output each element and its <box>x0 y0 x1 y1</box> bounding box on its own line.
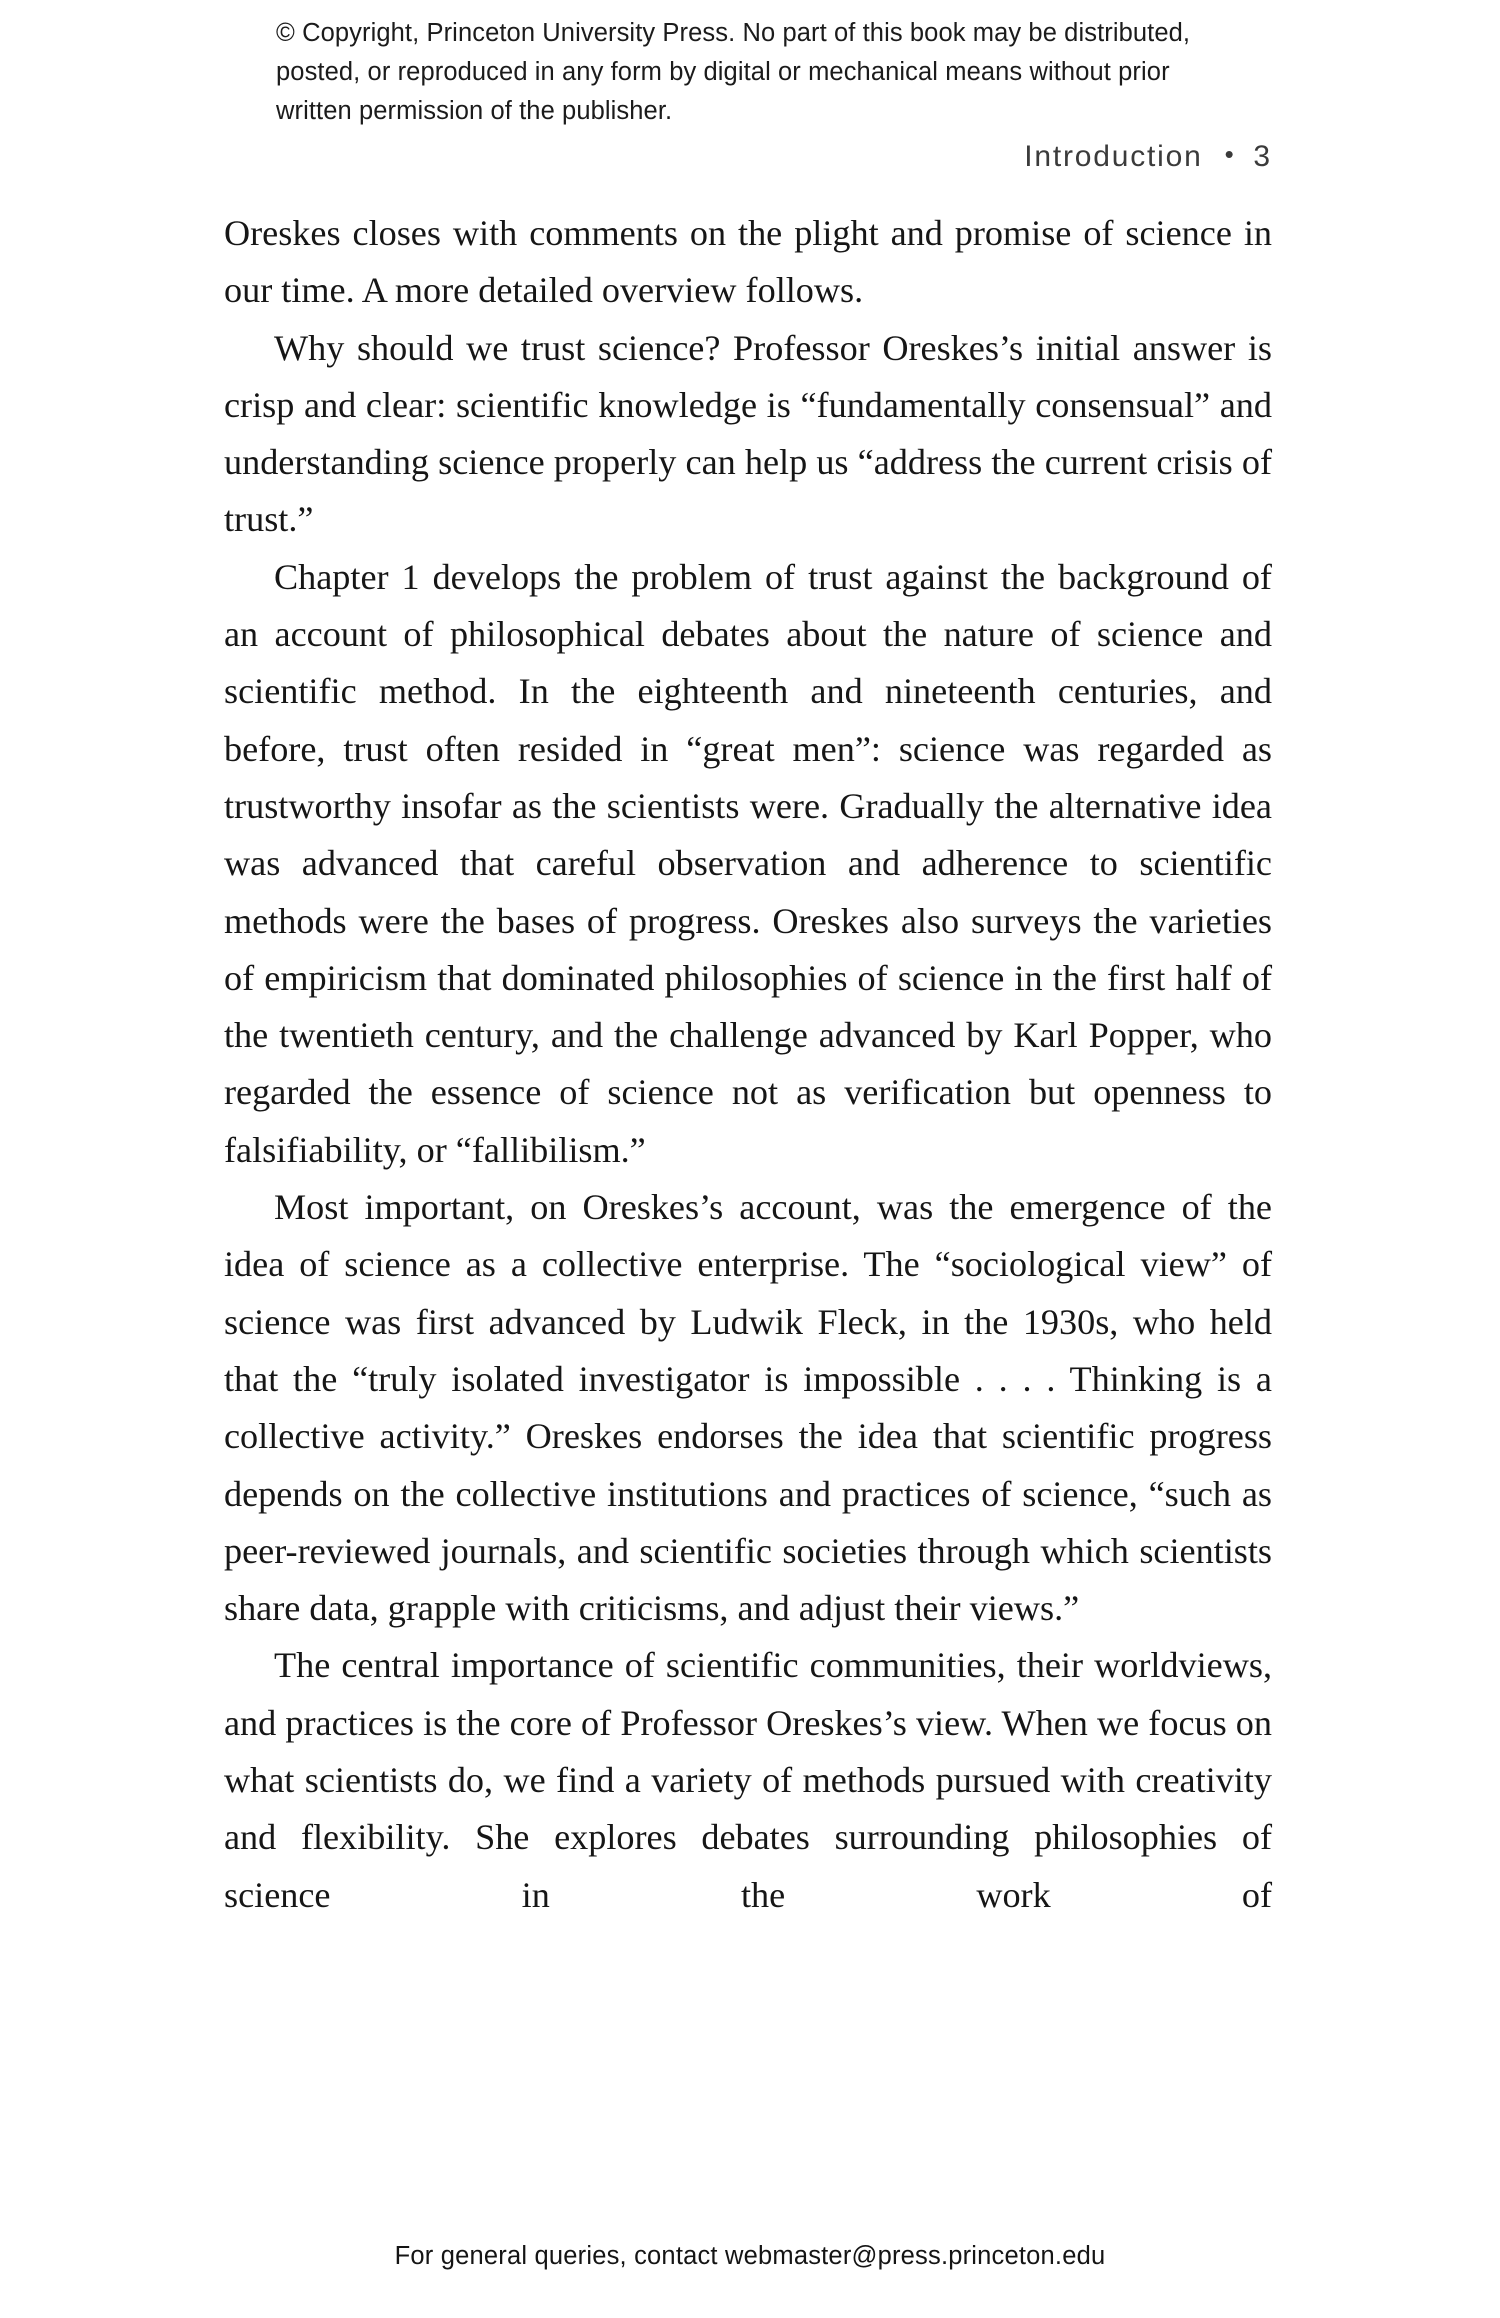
running-head <box>1024 140 1270 174</box>
body-paragraph: Most important, on Oreskes’s account, was the emergence of the idea of science as a collective enterprise. The “sociological view” of science was first advanced by Ludwik Fleck, in the 1930s, who held that the “truly isolated investigator is impossible . . . . Thinking is a collective activity.” Oreskes endorses the idea that scientific progress depends on the collective institutions and practices of science, “such as peer-reviewed journals, and scientific societies through which scientists share data, grapple with criticisms, and adjust their views.” <box>224 1187 1272 1629</box>
body-paragraph: Chapter 1 develops the problem of trust against the background of an account of philosophical debates about the nature of science and scientific method. In the eighteenth and nineteenth centuries, and before, trust often resided in “great men”: science was regarded as trustworthy insofar as the scientists were. Gradually the alternative idea was advanced that careful observation and adherence to scientific methods were the bases of progress. Oreskes also surveys the varieties of empiricism that dominated philosophies of science in the first half of the twentieth century, and the challenge advanced by Karl Popper, who regarded the essence of science not as verification but openness to falsifiability, or “fallibilism.” <box>224 556 1272 1170</box>
body-paragraph: Why should we trust science? Professor Oreskes’s initial answer is crisp and clear: scientific knowledge is “fundamentally consensual” and understanding science properly can help us “address the current crisis of trust.” <box>224 327 1272 540</box>
bullet-separator-icon: • <box>1224 139 1236 169</box>
body-paragraph: The central importance of scientific communities, their worldviews, and practices is the core of Professor Oreskes’s view. When we focus on what scientists do, we find a variety of methods pursued with creativity and flexibility. She explores debates surrounding philosophies of science in the work of <box>224 1645 1272 1915</box>
body-text-column <box>224 205 1272 1981</box>
page-number: 3 <box>1253 140 1270 173</box>
copyright-notice: © Copyright, Princeton University Press. No part of this book may be distributed, posted, or reproduced in any form by digital or mechanical means without prior written permission of the publisher. <box>276 19 1191 125</box>
footer-query-note: For general queries, contact webmaster@press.princeton.edu <box>394 2242 1106 2270</box>
running-head-title: Introduction <box>1024 140 1203 173</box>
body-paragraph: Oreskes closes with comments on the plight and promise of science in our time. A more detailed overview follows. <box>224 213 1272 311</box>
